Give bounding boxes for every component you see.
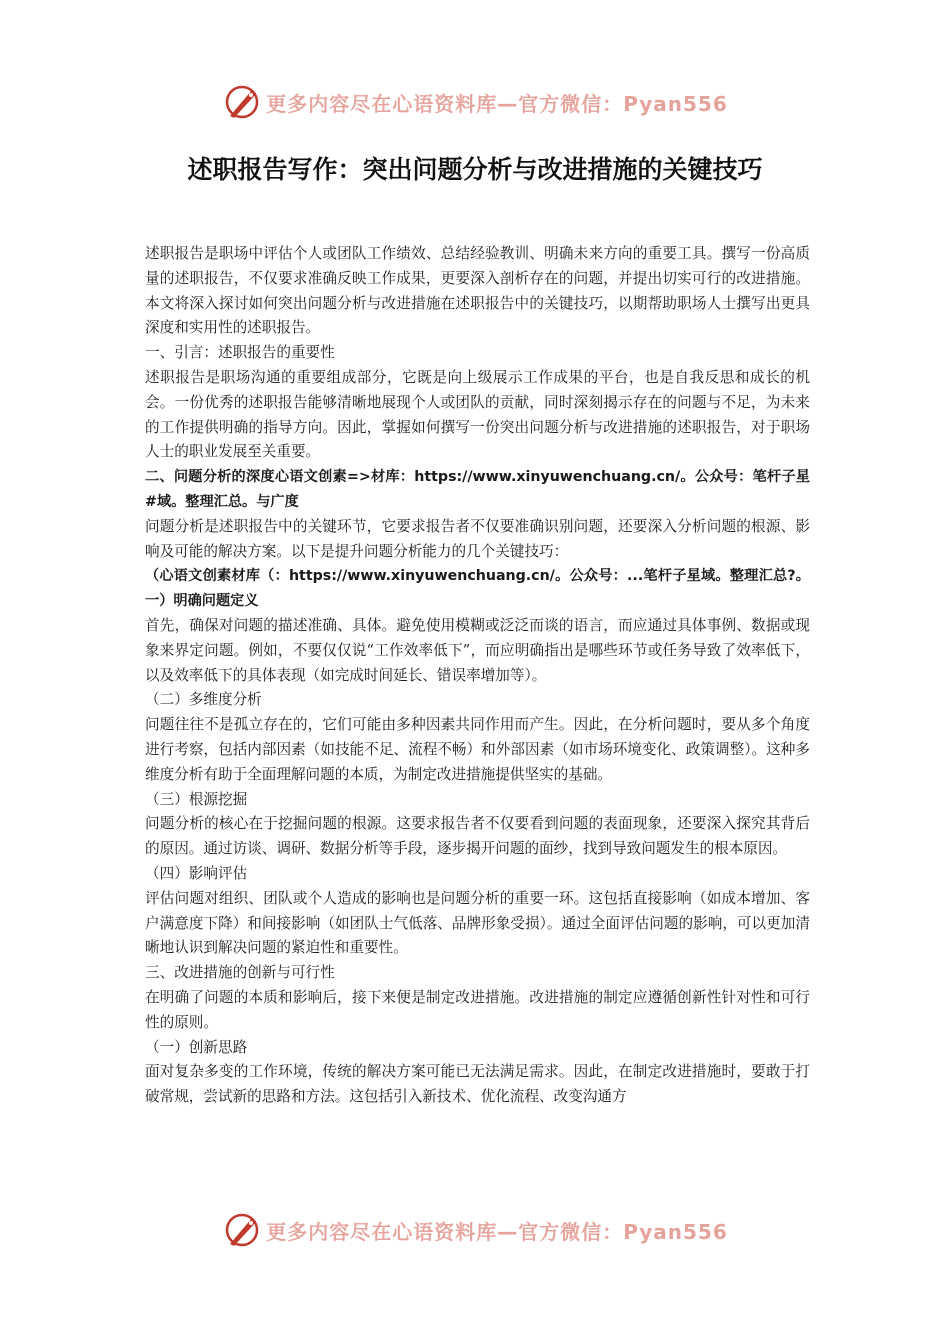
body-paragraph: 面对复杂多变的工作环境，传统的解决方案可能已无法满足需求。因此，在制定改进措施时，要敢于打破常规，尝试新的思路和方法。这包括引入新技术、优化流程、改变沟通方: [145, 1063, 810, 1106]
section-heading: 二、问题分析的深度心语文创素=>材库：https://www.xinyuwenchuang.cn/。公众号：笔杆子星#域。整理汇总。与广度: [145, 469, 810, 510]
body-paragraph: 问题往往不是孤立存在的，它们可能由多种因素共同作用而产生。因此，在分析问题时，要从多个角度进行考察，包括内部因素（如技能不足、流程不畅）和外部因素（如市场环境变化、政策调整）。这种多维度分析有助于全面理解问题的本质，为制定改进措施提供坚实的基础。: [145, 716, 810, 783]
document-title: 述职报告写作：突出问题分析与改进措施的关键技巧: [187, 155, 763, 184]
body-paragraph: 评估问题对组织、团队或个人造成的影响也是问题分析的重要一环。这包括直接影响（如成本增加、客户满意度下降）和间接影响（如团队士气低落、品牌形象受损）。通过全面评估问题的影响，可以更加清晰地认识到解决问题的紧迫性和重要性。: [145, 889, 810, 957]
pen-nib-icon: [222, 1210, 262, 1250]
footer-banner: [0, 1208, 950, 1252]
section-heading: 三、改进措施的创新与可行性: [145, 964, 335, 982]
header-banner: [0, 80, 950, 124]
body-paragraph: 在明确了问题的本质和影响后，接下来便是制定改进措施。改进措施的制定应遵循创新性针对性和可行性的原则。: [145, 988, 810, 1031]
subsection-heading: （一）创新思路: [145, 1038, 248, 1056]
body-paragraph: 问题分析是述职报告中的关键环节，它要求报告者不仅要准确识别问题，还要深入分析问题的根源、影响及可能的解决方案。以下是提升问题分析能力的几个关键技巧：: [145, 517, 810, 560]
section-heading: 一、引言：述职报告的重要性: [145, 344, 335, 362]
pen-nib-icon: [222, 82, 262, 122]
footer-banner-text: 更多内容尽在心语资料库—官方微信：Pyan556: [266, 1219, 728, 1244]
document-body: [145, 242, 810, 1110]
subsection-heading: （二）多维度分析: [145, 691, 262, 709]
subsection-heading: （三）根源挖掘: [145, 790, 248, 808]
subsection-heading: （心语文创素材库（：https://www.xinyuwenchuang.cn/。公众号：...笔杆子星域。整理汇总?。一）明确问题定义: [145, 568, 810, 610]
header-banner-text: 更多内容尽在心语资料库—官方微信：Pyan556: [266, 91, 728, 116]
intro-paragraph: 述职报告是职场中评估个人或团队工作绩效、总结经验教训、明确未来方向的重要工具。撰写一份高质量的述职报告，不仅要求准确反映工作成果，更要深入剖析存在的问题，并提出切实可行的改进措施。本文将深入探讨如何突出问题分析与改进措施在述职报告中的关键技巧，以期帮助职场人士撰写出更具深度和实用性的述职报告。: [145, 245, 810, 337]
body-paragraph: 首先，确保对问题的描述准确、具体。避免使用模糊或泛泛而谈的语言，而应通过具体事例、数据或现象来界定问题。例如，不要仅仅说“工作效率低下”，而应明确指出是哪些环节或任务导致了效率低下，以及效率低下的具体表现（如完成时间延长、错误率增加等）。: [145, 616, 810, 684]
body-paragraph: 问题分析的核心在于挖掘问题的根源。这要求报告者不仅要看到问题的表面现象，还要深入探究其背后的原因。通过访谈、调研、数据分析等手段，逐步揭开问题的面纱，找到导致问题发生的根本原因。: [145, 815, 810, 858]
subsection-heading: （四）影响评估: [145, 864, 248, 882]
body-paragraph: 述职报告是职场沟通的重要组成部分，它既是向上级展示工作成果的平台，也是自我反思和成长的机会。一份优秀的述职报告能够清晰地展现个人或团队的贡献，同时深刻揭示存在的问题与不足，为未来的工作提供明确的指导方向。因此，掌握如何撰写一份突出问题分析与改进措施的述职报告，对于职场人士的职业发展至关重要。: [145, 368, 810, 461]
